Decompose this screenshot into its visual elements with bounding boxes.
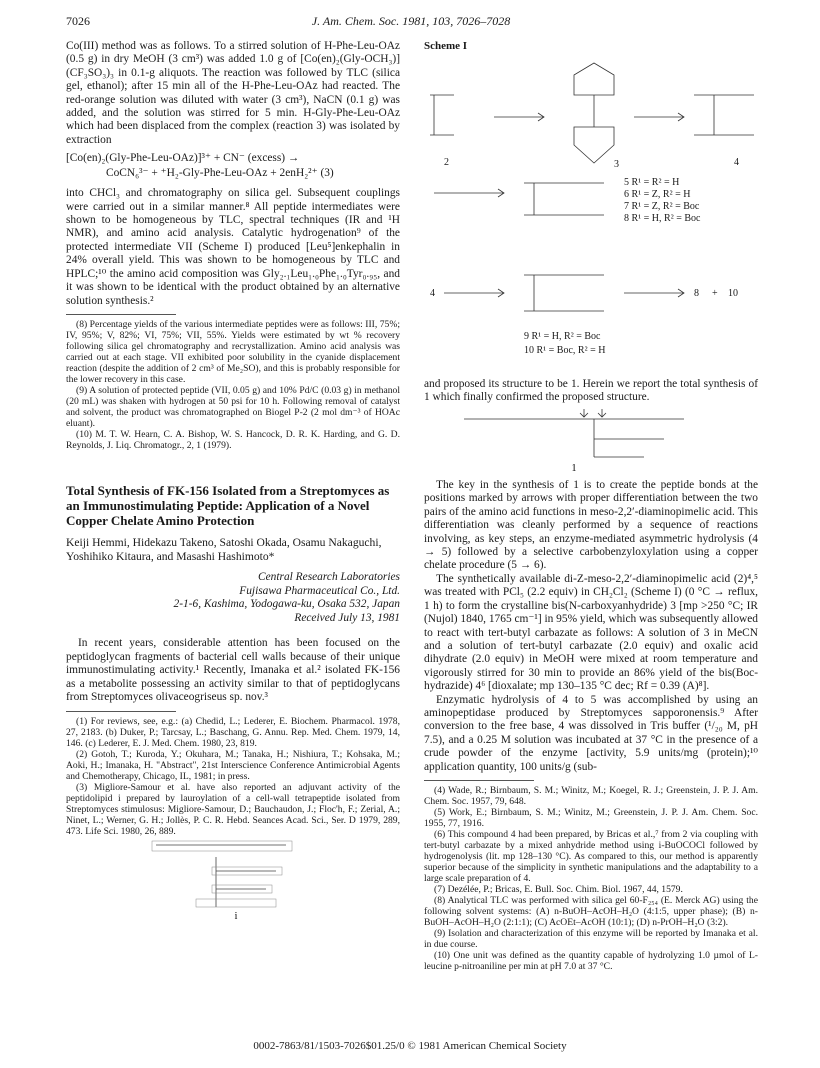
compounds-5-8-structure — [524, 183, 604, 215]
structure-1-label: 1 — [571, 462, 577, 474]
footnote-8: (8) Percentage yields of the various intermediate peptides were as follows: III, 75%; IV, 95%; V, 82%; VI, 75%; VII, 55%. Yields were estimated by wt % recovery following silica gel chromatography and recrystallization. Amino acid analysis was carried out at each stage. VII exhibited poor solubility in the cyanide displacement reaction (despite the addition of 2 cm³ of Me₂SO), and this is probably responsible for the lower recovery in this case. — [66, 318, 400, 385]
right-column — [424, 40, 758, 972]
journal-citation: J. Am. Chem. Soc. 1981, 103, 7026–7028 — [311, 14, 511, 28]
structure-i-drawing — [152, 841, 292, 907]
arrow — [634, 113, 684, 121]
compounds-9-10-structure — [524, 275, 604, 311]
plus-sign: + — [712, 288, 718, 300]
compound-label-8: 8 — [694, 288, 699, 300]
footnote-divider — [66, 314, 176, 315]
arrow — [494, 113, 544, 121]
paragraph: Enzymatic hydrolysis of 4 to 5 was accomplished by using an aminopeptidase produced by Streptomyces sapporonensis.⁹ After conversion to the free base, 4 was dissolved in Tris buffer (¹/₂₀ M, pH 7.5), and a 0.25 M solution was incubated at 37 °C in the presence of a crude powder of the enzyme [activity, 5.9 units/mg (protein);¹⁰ application quantity, 100 units/g (sub- — [424, 693, 758, 773]
compound-3-ring-bottom — [574, 127, 614, 163]
footnote-divider — [66, 711, 176, 712]
compound-label-2: 2 — [444, 157, 449, 169]
compound-3-ring-top — [574, 63, 614, 95]
substituent-row-9: 9 R¹ = H, R² = Boc — [524, 331, 601, 343]
footnote-2: (2) Gotoh, T.; Kuroda, Y.; Okuhara, M.; Tanaka, H.; Nishiura, T.; Kohsaka, M.; Aoki, H.; Imanaka, H. "Abstract", 21st Interscience Conference Antimicrobial Agents and Chemotherapy, Chicago, IL, 1981; in press. — [66, 748, 400, 782]
footnote-divider — [424, 780, 534, 781]
affiliation-line: Fujisawa Pharmaceutical Co., Ltd. — [239, 584, 400, 597]
equation-line: [Co(en)₂(Gly-Phe-Leu-OAz)]³⁺ + CN⁻ (excess) → — [66, 152, 300, 165]
structure-i-label: i — [234, 910, 238, 921]
paragraph: into CHCl₃ and chromatography on silica gel. Subsequent couplings were carried out in a similar manner.⁸ All peptide intermediates were shown to be homogeneous by TLC, spectral techniques (IR and ¹H NMR), and amino acid analysis. Catalytic hydrogenation⁹ of the protected intermediate VII (Scheme I) produced [Leu⁵]enkephalin in 24% overall yield. This was shown to be homogeneous by TLC and HPLC;¹⁰ the amino acid composition was Gly₂.₁Leu₁.₀Phe₁.₀Tyr₀.₉₅, and it was shown to be identical with the product obtained by an alternative solution synthesis.² — [66, 187, 400, 307]
compound-label-3: 3 — [614, 159, 619, 171]
received-date: Received July 13, 1981 — [294, 611, 400, 624]
compound-4-structure — [694, 95, 754, 135]
footnotes — [66, 716, 400, 837]
equation-3 — [66, 151, 400, 181]
compound-label-4: 4 — [734, 157, 739, 169]
arrow — [444, 289, 504, 297]
compound-2-structure — [430, 95, 454, 135]
footnote-4: (4) Wade, R.; Birnbaum, S. M.; Winitz, M.; Koegel, R. J.; Greenstein, J. P. J. Am. Chem. Soc. 1957, 79, 648. — [424, 784, 758, 807]
footnote-10: (10) One unit was defined as the quantity capable of hydrolyzing 1.0 µmol of L-leucine p-nitroaniline per min at pH 7.0 at 37 °C. — [424, 949, 758, 972]
substituent-row-7: 7 R¹ = Z, R² = Boc — [624, 201, 700, 213]
paragraph: and proposed its structure to be 1. Herein we report the total synthesis of 1 which finally confirmed the proposed structure. — [424, 377, 758, 404]
author-list: Keiji Hemmi, Hidekazu Takeno, Satoshi Okada, Osamu Nakaguchi, Yoshihiko Kitaura, and Masashi Hashimoto* — [66, 535, 382, 563]
copyright-footer: 0002-7863/81/1503-7026$01.25/0 © 1981 American Chemical Society — [253, 1040, 567, 1052]
arrow — [434, 189, 504, 197]
affiliation-line: Central Research Laboratories — [258, 571, 400, 584]
footnote-8: (8) Analytical TLC was performed with silica gel 60-F₂₅₄ (E. Merck AG) using the following solvent systems: (A) n-BuOH–AcOH–H₂O (4:1:5, upper phase); (B) n-BuOH–AcOH–H₂O (2:1:1); (C) AcOEt–AcOH (10:1); (D) n-PrOH–H₂O (3:2). — [424, 894, 758, 928]
structure-1-drawing — [464, 409, 684, 457]
page-number: 7026 — [66, 14, 90, 28]
footnote-10: (10) M. T. W. Hearn, C. A. Bishop, W. S. Hancock, D. R. K. Harding, and G. D. Reynolds, J. Liq. Chromatogr., 2, 1 (1979). — [66, 428, 400, 451]
compound-label-10: 10 — [728, 288, 738, 300]
footnote-3: (3) Migliore-Samour et al. have also reported an adjuvant activity of the peptidolipid i prepared by lauroylation of a cell-wall tetrapeptide isolated from Streptomyces stimulosus: Migliore-Samour, D.; Bauchaudon, J.; Floc'h, F.; Zerial, A.; Ninet, L.; Werner, G. H.; Jollès, P. C. R. Hebd. Seances Acad. Sci., Ser. D 1979, 289, 473. Life Sci. 1980, 26, 889. — [66, 781, 400, 837]
footnotes — [424, 785, 758, 972]
paragraph: In recent years, considerable attention has been focused on the peptidoglycan fragments of bacterial cell walls because of their unique immunostimulating activity.¹ Recently, Imanaka et al.² isolated FK-156 as a metabolite possessing an activity similar to that of peptidoglycans from Streptomyces olivaceogriseus sp. nov.³ — [66, 637, 400, 704]
substituent-row-8: 8 R¹ = H, R² = Boc — [624, 213, 701, 225]
substituent-row-5: 5 R¹ = R² = H — [624, 177, 680, 189]
affiliation-line: 2-1-6, Kashima, Yodogawa-ku, Osaka 532, Japan — [173, 598, 400, 611]
substituent-row-6: 6 R¹ = Z, R² = H — [624, 189, 691, 201]
footnote-9: (9) Isolation and characterization of this enzyme will be reported by Imanaka et al. in due course. — [424, 927, 758, 950]
footnotes — [66, 319, 400, 451]
footnote-9: (9) A solution of protected peptide (VII, 0.05 g) and 10% Pd/C (0.03 g) in methanol (20 mL) was shaken with hydrogen at 50 psi for 10 h. Following removal of catalyst and solvent, the product was chromatographed on Biogel P-2 (2 mol dm⁻³ of HOAc eluant). — [66, 384, 400, 429]
footnote-5: (5) Work, E.; Birnbaum, S. M.; Winitz, M.; Greenstein, J. P. J. Am. Chem. Soc. 1955, 77, 1916. — [424, 806, 758, 829]
footnote-6: (6) This compound 4 had been prepared, by Bricas et al.,⁷ from 2 via coupling with tert-butyl carbazate by a mixed anhydride method using i-BuOCOCl followed by hydrogenolysis (lit. mp 128–130 °C). As compared to this, our method is apparently superior because of the simplicity in synthetic manipulations and the adaptability to a large scale preparation of 4. — [424, 828, 758, 884]
scheme-1-figure — [424, 55, 758, 373]
paragraph: Co(III) method was as follows. To a stirred solution of H-Phe-Leu-OAz (0.5 g) in dry MeOH (3 cm³) was added 1.0 g of [Co(en)₂(Gly-OCH₃)](CF₃SO₃)₃ in 0.1-g aliquots. The reaction was followed by TLC (silica gel, ethanol); after 15 min all of the H-Phe-Leu-OAz had reacted. The red-orange solution was diluted with water (3 cm³), NaCN (0.1 g) was added, and the solution was stirred for 5 min. H-Gly-Phe-Leu-OAz which had been displaced from the complex (reaction 3) was isolated by extraction — [66, 40, 400, 146]
scheme-title: Scheme I — [424, 40, 468, 52]
left-column — [66, 40, 400, 925]
scheme-1-drawing — [430, 63, 754, 311]
arrow — [624, 289, 684, 297]
equation-line: CoCN₆³⁻ + ⁺H₂-Gly-Phe-Leu-OAz + 2enH₂²⁺ (3) — [106, 167, 334, 180]
running-header — [66, 14, 756, 30]
article-title: Total Synthesis of FK-156 Isolated from a Streptomyces as an Immunostimulating Peptide: Application of a Novel Copper Chelate Amino Protection — [66, 482, 390, 528]
structure-1-figure — [424, 405, 758, 475]
paragraph: The key in the synthesis of 1 is to create the peptide bonds at the positions marked by arrows with proper differentiation between the two pairs of the amino acid functions in meso-2,2′-diaminopimelic acid. This differentiation was cleanly performed by a sequence of reactions involving, as key steps, an enzyme-mediated asymmetric hydrolysis (4 → 5) followed by a selective carbobenzyloxylation using a copper chelate procedure (5 → 6). — [424, 479, 758, 572]
compound-label-4-start: 4 — [430, 288, 435, 300]
bond-arrow-markers — [580, 409, 606, 417]
footnote-1: (1) For reviews, see, e.g.: (a) Chedid, L.; Lederer, E. Biochem. Pharmacol. 1978, 27, 2183. (b) Duker, P.; Tarcsay, L.; Baschang, G. Annu. Rep. Med. Chem. 1979, 14, 146. (c) Lederer, E. J. Med. Chem. 1980, 23, 819. — [66, 715, 400, 749]
structure-i-figure — [66, 837, 400, 921]
footnote-7: (7) Dezélée, P.; Bricas, E. Bull. Soc. Chim. Biol. 1967, 44, 1579. — [434, 883, 683, 895]
paragraph: The synthetically available di-Z-meso-2,2′-diaminopimelic acid (2)⁴,⁵ was treated with PCl₅ (2.2 equiv) in CH₂Cl₂ (Scheme I) (0 °C → reflux, 1 h) to form the crystalline bis(N-carboxyanhydride) 3 [mp >250 °C; IR (Nujol) 1840, 1765 cm⁻¹] in 95% yield, which was subsequently allowed to react with tert-butyl carbazate as follows: A solution of 3 in MeCN and a solution of tert-butyl carbazate (2.0 equiv) and oxalic acid dihydrate (2.0 equiv) in MeOH were mixed at room temperature and vigorously stirred for 30 min to provide an 86% yield of the bis(Boc-hydrazide) 4⁶ [dioxalate; mp 130–135 °C dec; Rf = 0.39 (A)⁸]. — [424, 572, 759, 693]
affiliation — [66, 571, 400, 625]
substituent-row-10: 10 R¹ = Boc, R² = H — [524, 345, 606, 357]
